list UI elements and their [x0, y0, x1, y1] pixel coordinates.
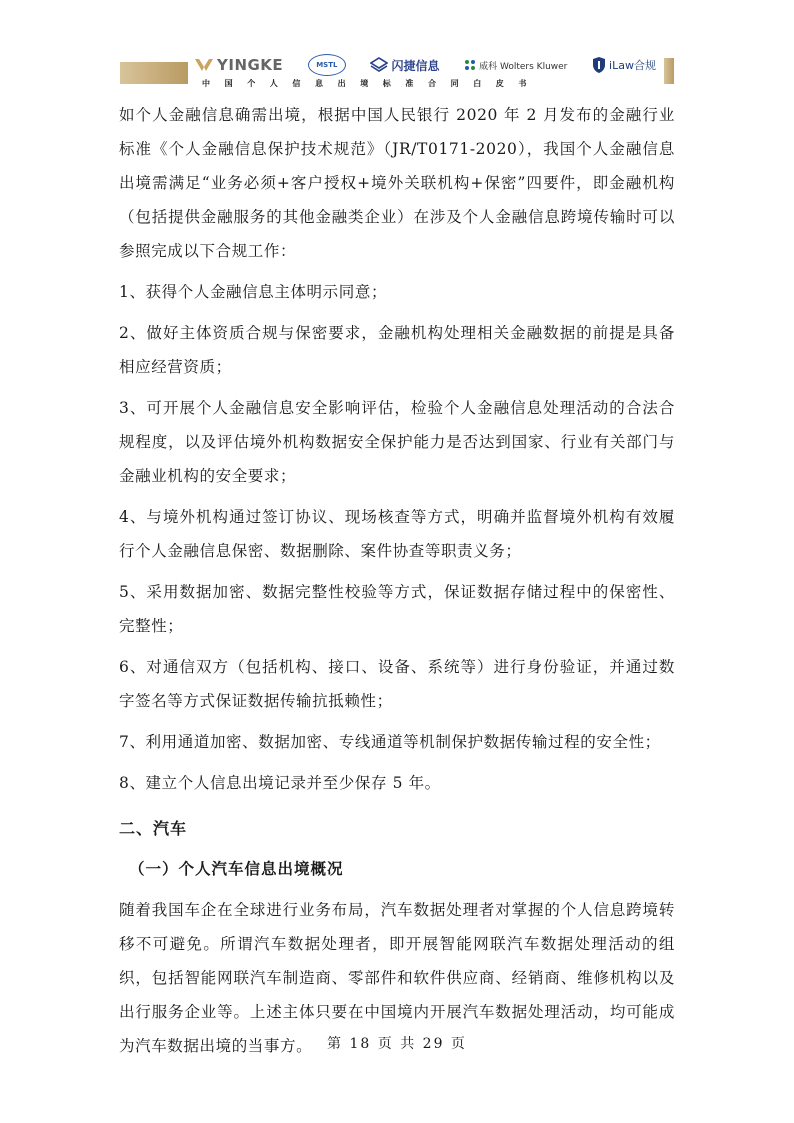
- page-number: 第 18 页 共 29 页: [327, 1036, 467, 1052]
- list-item: 5、采用数据加密、数据完整性校验等方式，保证数据存储过程中的保密性、完整性；: [119, 583, 675, 635]
- logo-mstl: [308, 54, 346, 76]
- yingke-mark-icon: [194, 58, 214, 72]
- ilaw-shield-icon: [592, 56, 606, 74]
- partner-logos: [194, 52, 656, 78]
- list-item: 4、与境外机构通过签订协议、现场核查等方式，明确并监督境外机构有效履行个人金融信息保密、数据删除、案件协查等职责义务；: [119, 508, 675, 560]
- header-gold-bar-right: [664, 58, 674, 84]
- intro-paragraph: 如个人金融信息确需出境，根据中国人民银行 2020 年 2 月发布的金融行业标准《个人金融信息保护技术规范》（JR/T0171-2020），我国个人金融信息出境需满足“业务必须+客户授权+境外关联机构+保密”四要件，即金融机构（包括提供金融服务的其他金融类企业）在涉及个人金融信息跨境传输时可以参照完成以下合规工作：: [119, 106, 675, 260]
- logo-shanjie-text: 闪捷信息: [391, 58, 440, 73]
- logo-shanjie: [370, 57, 439, 74]
- logo-yingke: [194, 56, 283, 74]
- logo-mstl-text: MSTL: [308, 54, 346, 76]
- subsection-heading: （一）个人汽车信息出境概况: [129, 860, 344, 878]
- page-header: [0, 0, 794, 95]
- header-subtitle: 中国个人信息出境标准合同白皮书: [202, 79, 541, 88]
- list-item: 3、可开展个人金融信息安全影响评估，检验个人金融信息处理活动的合法合规程度，以及评估境外机构数据安全保护能力是否达到国家、行业有关部门与金融业机构的安全要求；: [119, 399, 675, 485]
- list-item: 6、对通信双方（包括机构、接口、设备、系统等）进行身份验证，并通过数字签名等方式保证数据传输抗抵赖性；: [119, 658, 675, 710]
- list-item: 1、获得个人金融信息主体明示同意；: [119, 283, 388, 301]
- section-heading: 二、汽车: [119, 819, 188, 838]
- list-item: 2、做好主体资质合规与保密要求，金融机构处理相关金融数据的前提是具备相应经营资质；: [119, 324, 675, 376]
- logo-ilaw: [592, 56, 656, 74]
- closing-paragraph: 随着我国车企在全球进行业务布局，汽车数据处理者对掌握的个人信息跨境转移不可避免。所谓汽车数据处理者，即开展智能网联汽车数据处理活动的组织，包括智能网联汽车制造商、零部件和软件供应商、经销商、维修机构以及出行服务企业等。上述主体只要在中国境内开展汽车数据处理活动，均可能成为汽车数据出境的当事方。: [119, 901, 675, 1055]
- wolters-mark-icon: [464, 59, 476, 71]
- logo-wolters-text: 威科 Wolters Kluwer: [479, 61, 568, 72]
- shanjie-mark-icon: [370, 57, 388, 73]
- logo-yingke-text: YINGKE: [217, 56, 284, 74]
- list-item: 7、利用通道加密、数据加密、专线通道等机制保护数据传输过程的安全性；: [119, 733, 661, 751]
- logo-wolters-kluwer: [464, 59, 567, 72]
- document-body: [119, 98, 675, 1063]
- list-item: 8、建立个人信息出境记录并至少保存 5 年。: [119, 774, 441, 792]
- header-gold-bar-left: [120, 62, 188, 84]
- logo-ilaw-text: iLaw合规: [609, 59, 656, 72]
